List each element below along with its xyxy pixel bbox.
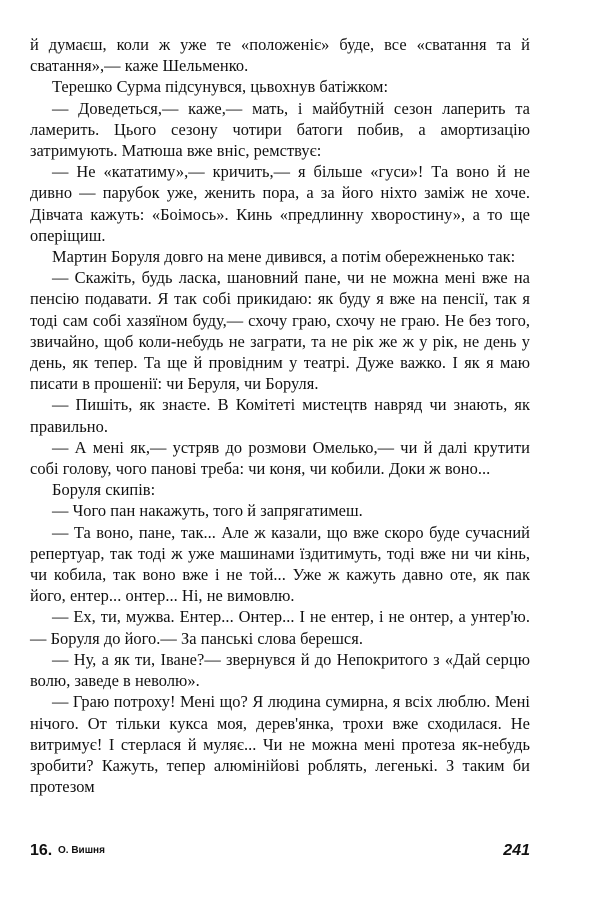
page-footer	[30, 840, 530, 862]
paragraph: Мартин Боруля довго на мене дивився, а потім обережненько так:	[52, 247, 516, 267]
paragraph: — Пишіть, як знаєте. В Комітеті мистецтв навряд чи знають, як правильно.	[30, 395, 530, 436]
paragraph: Боруля скипів:	[52, 480, 156, 500]
paragraph: — Доведеться,— каже,— мать, і майбутній сезон лаперить та ламерить. Цього сезону чотири батоги побив, а амортизацію затримують. Матюша вже вніс, ремствує:	[30, 98, 530, 161]
paragraph: — Чого пан накажуть, того й запрягатимеш.	[52, 501, 363, 521]
paragraph: — Ех, ти, мужва. Ентер... Онтер... І не ентер, і не онтер, а унтер'ю.— Боруля до його.— За панські слова берешся.	[30, 607, 530, 648]
page-body-text	[30, 34, 530, 797]
signature-author: О. Вишня	[58, 845, 105, 856]
paragraph: — Скажіть, будь ласка, шановний пане, чи не можна мені вже на пенсію подавати. Я так собі прикидаю: як буду я вже на пенсії, так я тоді сам собі хазяїном буду,— схочу граю, схочу не граю. Не без того, звичайно, щоб коли-небудь не заграти, та не рік же ж у рік, не день у день, як тепер. Та ще й провідним у театрі. Дуже важко. І як я маю писати в прошенії: чи Беруля, чи Боруля.	[30, 268, 530, 394]
paragraph: — А мені як,— устряв до розмови Омелько,— чи й далі крутити собі голову, чого панові треба: чи коня, чи кобили. Доки ж воно...	[30, 437, 530, 479]
paragraph: — Ну, а як ти, Іване?— звернувся й до Непокритого з «Дай серцю волю, заведе в неволю».	[30, 649, 530, 691]
paragraph: — Не «кататиму»,— кричить,— я більше «гуси»! Та воно й не дивно — парубок уже, женить пора, а за його ніхто заміж не хоче. Дівчата кажуть: «Боімось». Кинь «предлинну хворостину», а то ще оперіщиш.	[30, 162, 530, 245]
signature-number: 16.	[30, 842, 53, 859]
paragraph: — Та воно, пане, так... Але ж казали, що вже скоро буде сучасний репертуар, так тоді ж уже машинами їздитимуть, тоді вже ни чи кінь, чи кобила, так воно вже і не той... Уже ж кажуть давно оте, як пак його, ентер... онтер... Ні, не вимовлю.	[30, 522, 530, 606]
paragraph: Терешко Сурма підсунувся, цьвохнув батіжком:	[52, 77, 389, 97]
page-number: 241	[503, 842, 530, 859]
paragraph-continued: й думаєш, коли ж уже те «положеніє» буде, все «сватання та й сватання»,— каже Шельменко.	[30, 35, 530, 76]
paragraph: — Граю потроху! Мені що? Я людина сумирна, я всіх люблю. Мені нічого. От тільки кукса моя, дерев'янка, трохи вже сходилася. Не витримує! І стерлася й муляє... Чи не можна мені протеза як-небудь зробити? Кажуть, тепер алюмінійові роблять, легенькі. З таким би протезом	[30, 692, 530, 797]
